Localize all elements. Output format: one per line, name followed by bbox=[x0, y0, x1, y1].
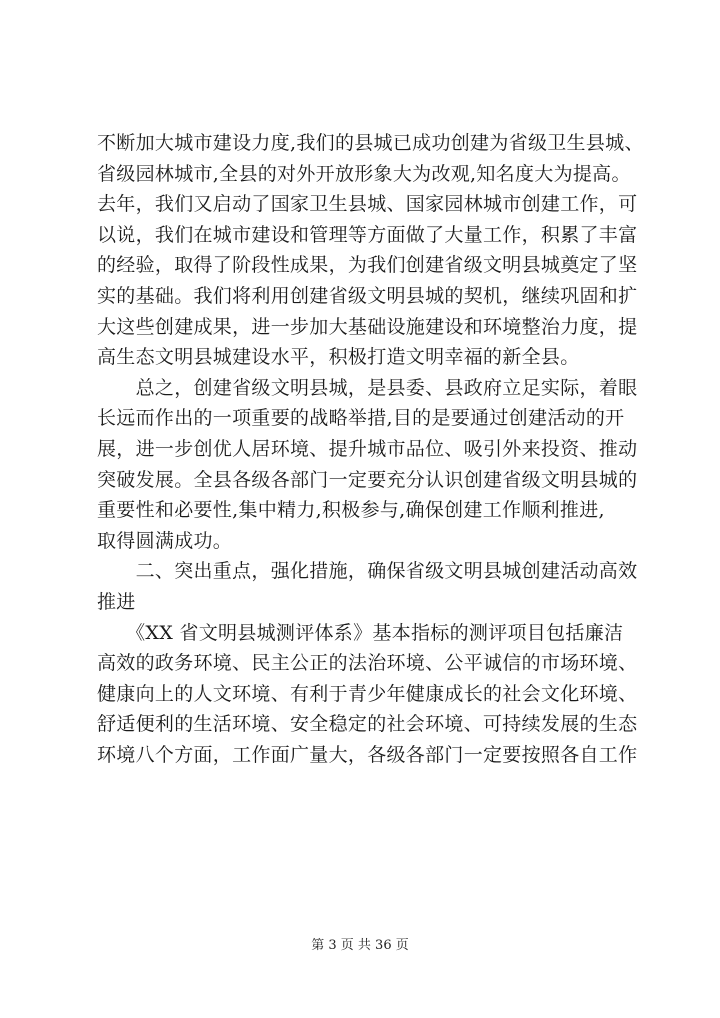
text-line: 取得圆满成功。 bbox=[97, 529, 233, 552]
text-line: 省级园林城市,全县的对外开放形象大为改观,知名度大为提高。 bbox=[97, 162, 631, 185]
text-line: 总之，创建省级文明县城，是县委、县政府立足实际，着眼 bbox=[97, 376, 638, 399]
text-line: 的经验，取得了阶段性成果，为我们创建省级文明县城奠定了坚 bbox=[97, 254, 638, 277]
text-line: 突破发展。全县各级各部门一定要充分认识创建省级文明县城的 bbox=[97, 468, 638, 491]
text-line: 不断加大城市建设力度,我们的县城已成功创建为省级卫生县城、 bbox=[97, 132, 644, 154]
text-line: 大这些创建成果，进一步加大基础设施建设和环境整治力度，提 bbox=[97, 315, 638, 338]
text-line: 舒适便利的生活环境、安全稳定的社会环境、可持续发展的生态 bbox=[97, 713, 638, 736]
section-heading-line: 二、突出重点，强化措施，确保省级文明县城创建活动高效 bbox=[97, 560, 638, 583]
text-line: 高效的政务环境、民主公正的法治环境、公平诚信的市场环境、 bbox=[97, 652, 638, 675]
page-number-footer: 第 3 页 共 36 页 bbox=[311, 938, 409, 953]
body-text bbox=[97, 128, 644, 770]
text-line: 健康向上的人文环境、有利于青少年健康成长的社会文化环境、 bbox=[97, 682, 638, 705]
text-line: 长远而作出的一项重要的战略举措,目的是要通过创建活动的开 bbox=[97, 407, 625, 430]
text-line: 重要性和必要性,集中精力,积极参与,确保创建工作顺利推进, bbox=[97, 499, 605, 522]
text-line: 去年，我们又启动了国家卫生县城、国家园林城市创建工作，可 bbox=[97, 193, 638, 216]
section-heading-line: 推进 bbox=[97, 590, 136, 613]
text-line: 展，进一步创优人居环境、提升城市品位、吸引外来投资、推动 bbox=[97, 437, 638, 460]
text-line: 环境八个方面，工作面广量大，各级各部门一定要按照各自工作 bbox=[97, 743, 638, 766]
text-line: 实的基础。我们将利用创建省级文明县城的契机，继续巩固和扩 bbox=[97, 284, 638, 307]
text-line: 高生态文明县城建设水平，积极打造文明幸福的新全县。 bbox=[97, 346, 580, 369]
text-line: 《XX 省文明县城测评体系》基本指标的测评项目包括廉洁 bbox=[97, 621, 624, 644]
text-line: 以说，我们在城市建设和管理等方面做了大量工作，积累了丰富 bbox=[97, 223, 638, 246]
